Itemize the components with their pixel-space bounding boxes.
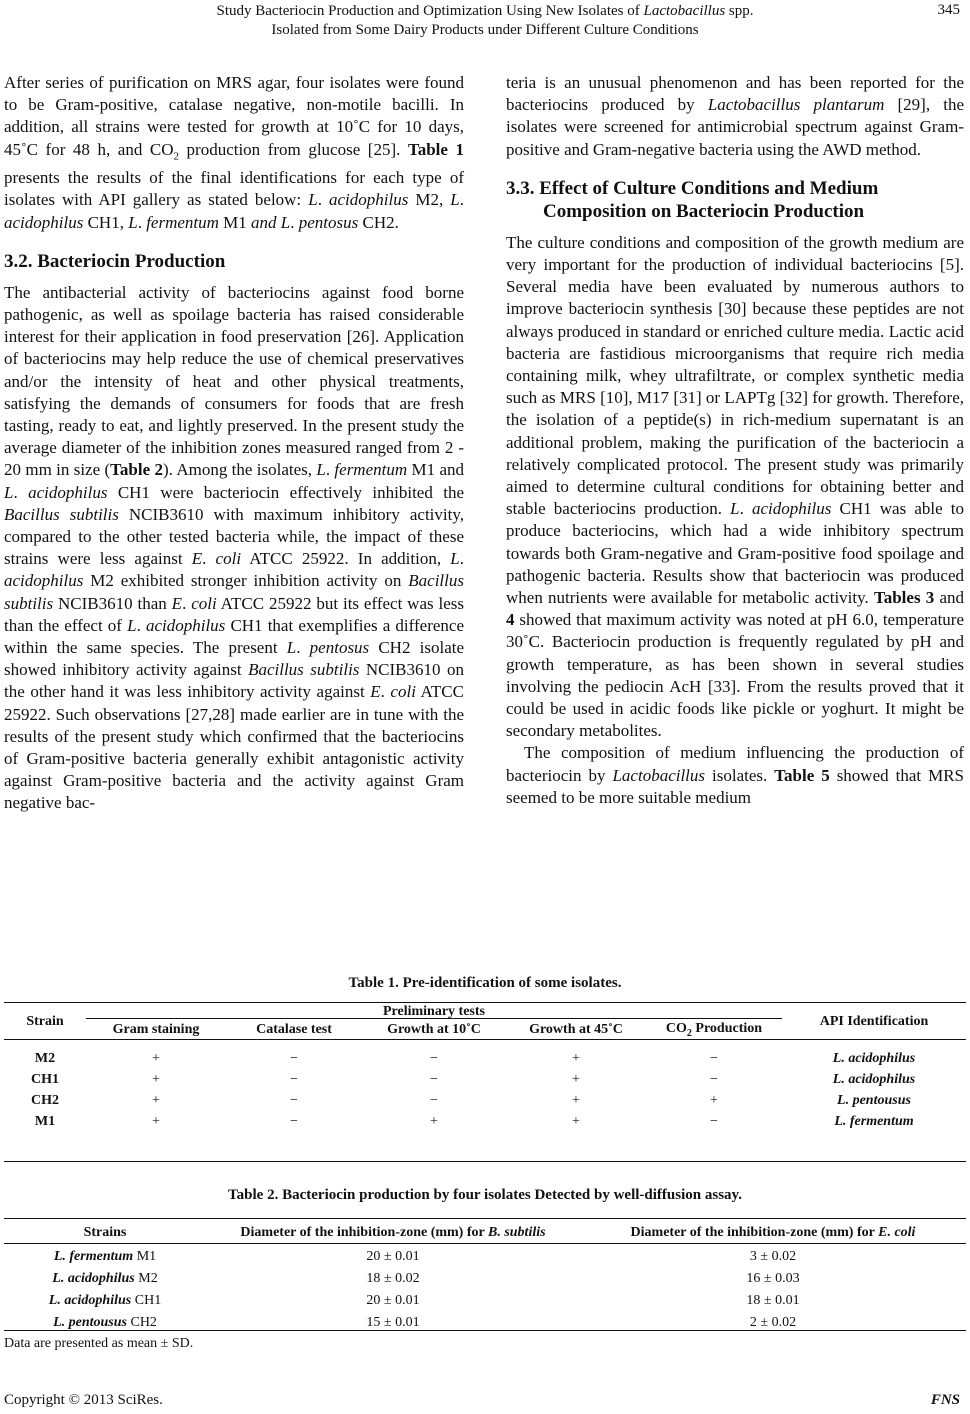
- text-run: .: [290, 212, 299, 232]
- text-run: E: [171, 593, 183, 613]
- text-run: .: [380, 682, 391, 702]
- table-cell: −: [710, 1050, 718, 1066]
- text-run: production from glucose [25].: [178, 139, 408, 159]
- table-row: [4, 1312, 966, 1334]
- text-run: .: [182, 593, 192, 613]
- copyright: Copyright © 2013 SciRes.: [4, 1392, 163, 1408]
- section-heading-3-2: 3.2. Bacteriocin Production: [4, 250, 226, 272]
- text-run: coli: [390, 682, 416, 702]
- table-cell: 20 ± 0.01: [366, 1249, 420, 1264]
- text-run: Table 2: [110, 460, 163, 480]
- text-run: L: [308, 190, 318, 210]
- table-1-header-gram: Gram staining: [112, 1022, 200, 1037]
- table-1-header-preliminary: Preliminary tests: [383, 1004, 485, 1019]
- table-cell: L. acidophilus: [832, 1071, 916, 1087]
- text-run: After series of purification on MRS agar, four isolates were found to be Gram-positive, catalase negative, non-motile bacilli. In addition, all strains were tested for growth at 10˚C for 10 days, 45˚C for 48 h, and CO: [4, 73, 464, 159]
- text-run: isolates.: [705, 765, 775, 785]
- table-cell: −: [290, 1092, 298, 1108]
- table-row: [4, 1090, 966, 1111]
- text-run: acidophilus: [4, 571, 84, 591]
- text-run: M1 and: [407, 460, 464, 480]
- table-row: [4, 1268, 966, 1290]
- table-cell: 3 ± 0.02: [749, 1249, 797, 1264]
- text-run: ATCC 25922 but its effect was less than the effect of: [4, 593, 465, 635]
- table-2: [4, 1220, 966, 1334]
- text-run: [29], the isolates were screened for antimicrobial spectrum against Gram-positive and Gram-negative bacteria using the AWD method.: [506, 95, 964, 159]
- text-run: and L: [251, 212, 291, 232]
- table-cell: M1: [34, 1113, 56, 1129]
- table-cell: −: [290, 1050, 298, 1066]
- text-run: The antibacterial activity of bacteriocins against food borne pathogenic, as well as spoilage bacteria has raised considerable interest for their application in food preservation [26]. Application of bacteriocins may help reduce the use of chemical preservatives and/or the intensity of heat and other physical treatments, satisfying the demands of consumers for foods that are fresh tasting, ready to eat, and lightly preserved. In the present study the average diameter of the inhibition zones measured ranged from 2 - 20 mm in size (: [4, 282, 464, 480]
- table-cell: L. pentousus CH2: [53, 1315, 157, 1330]
- text-run: NCIB3610 on the other hand it was less inhibitory activity against: [4, 660, 464, 702]
- text-run: Lactobacillus plantarum: [707, 95, 885, 115]
- text-run: ). Among the isolates,: [163, 460, 317, 480]
- text-run: fermentum: [334, 460, 408, 480]
- table-cell: −: [430, 1050, 438, 1066]
- header-line-1: Study Bacteriocin Production and Optimization Using New Isolates of Lactobacillus spp.: [216, 3, 754, 19]
- table-cell: 18 ± 0.01: [746, 1293, 800, 1308]
- header-line-2: Isolated from Some Dairy Products under Different Culture Conditions: [271, 22, 699, 38]
- text-run: M2 exhibited stronger inhibition activity on: [83, 571, 409, 591]
- table-cell: 20 ± 0.01: [366, 1293, 420, 1308]
- table-cell: L. acidophilus CH1: [48, 1293, 162, 1308]
- text-run: 2: [173, 150, 179, 162]
- text-run: L: [730, 499, 740, 519]
- paragraph-culture-conditions: [506, 232, 964, 743]
- text-run: .: [202, 549, 216, 569]
- text-run: coli: [191, 593, 217, 613]
- text-run: .: [739, 499, 752, 519]
- table-row: [4, 1246, 966, 1268]
- table-1-header-catalase: Catalase test: [256, 1022, 332, 1037]
- text-run: The composition of medium influencing the production of bacteriocin by: [506, 743, 964, 785]
- text-run: .: [137, 212, 147, 232]
- text-run: acidophilus: [4, 212, 84, 232]
- text-run: .: [296, 638, 310, 658]
- page-number: 345: [937, 2, 960, 18]
- text-run: E: [370, 682, 381, 702]
- paragraph-medium-composition: [506, 742, 964, 809]
- table-cell: +: [572, 1050, 580, 1066]
- table-1-header-growth-45: Growth at 45˚C: [529, 1022, 623, 1037]
- paragraph-continuation: [506, 72, 964, 161]
- table-cell: CH2: [31, 1092, 59, 1108]
- table-cell: +: [572, 1113, 580, 1129]
- text-run: teria is an unusual phenomenon and has been reported for the bacteriocins produced by: [506, 73, 964, 115]
- text-run: CH1 were bacteriocin effectively inhibited the: [107, 482, 464, 502]
- text-run: NCIB3610 than: [53, 593, 172, 613]
- text-run: L: [316, 460, 326, 480]
- table-1: [4, 1004, 966, 1132]
- text-run: The culture conditions and composition of the growth medium are very important for the production of individual bacteriocins [5]. Several media have been evaluated by numerous authors to improve bacteriocin synthesis [30] because these peptides are not always produced in standard or enriched culture media. Lactic acid bacteria are fastidious microorganisms that require rich media containing milk, whey ultrafiltrate, or complex synthetic media such as MRS [10], M17 [31] or LAPTg [32] for growth. Therefore, the isolation of a peptide(s) in rich-medium supernatant is an additional problem, making the purification of the bacteriocin a relatively complicated protocol. The present study was primarily aimed to determine cultural conditions for obtaining better and stable bacteriocins production.: [506, 232, 964, 519]
- table-cell: −: [430, 1071, 438, 1087]
- text-run: acidophilus: [145, 615, 226, 635]
- text-run: Bacillus subtilis: [248, 660, 360, 680]
- table-cell: +: [152, 1071, 160, 1087]
- table-1-caption: Table 1. Pre-identification of some isolates.: [348, 975, 622, 991]
- text-run: L: [286, 638, 297, 658]
- text-run: L: [450, 190, 460, 210]
- text-run: L: [128, 212, 138, 232]
- text-run: and: [934, 588, 964, 608]
- text-run: .: [13, 482, 29, 502]
- text-run: L: [127, 615, 137, 635]
- text-run: Table 5: [774, 765, 830, 785]
- text-run: Bacillus subtilis: [4, 504, 119, 524]
- table-2-note: Data are presented as mean ± SD.: [4, 1336, 194, 1351]
- table-cell: 2 ± 0.02: [749, 1315, 797, 1330]
- table-cell: −: [710, 1071, 718, 1087]
- text-run: .: [325, 460, 335, 480]
- table-cell: L. fermentum: [834, 1113, 914, 1129]
- table-cell: −: [710, 1113, 718, 1129]
- text-run: CH2 isolate showed inhibitory activity against: [4, 638, 465, 680]
- text-run: M1: [218, 212, 252, 232]
- text-run: .: [459, 549, 464, 569]
- journal-abbrev: FNS: [930, 1392, 960, 1408]
- text-run: Lactobacillus: [612, 765, 706, 785]
- text-run: showed that MRS seemed to be more suitable medium: [506, 765, 964, 807]
- table-row: [4, 1048, 966, 1069]
- table-row: [4, 1290, 966, 1312]
- table-2-top-rule: [4, 1218, 966, 1219]
- table-cell: 15 ± 0.01: [366, 1315, 420, 1330]
- table-cell: +: [430, 1113, 438, 1129]
- table-1-header-strain: Strain: [26, 1014, 64, 1029]
- right-column: [506, 72, 964, 809]
- text-run: 4: [506, 610, 515, 630]
- text-run: L: [450, 549, 460, 569]
- text-run: .: [136, 615, 146, 635]
- text-run: Tables 3: [873, 588, 935, 608]
- table-cell: +: [152, 1113, 160, 1129]
- text-run: coli: [215, 549, 242, 569]
- table-cell: +: [152, 1092, 160, 1108]
- text-run: L: [4, 482, 14, 502]
- table-1-header-api: API Identification: [819, 1014, 929, 1029]
- table-2-header-bsubtilis: Diameter of the inhibition-zone (mm) for B. subtilis: [240, 1225, 546, 1240]
- table-cell: CH1: [31, 1071, 59, 1087]
- text-run: ATCC 25922. In addition,: [241, 549, 451, 569]
- table-2-header-ecoli: Diameter of the inhibition-zone (mm) for E. coli: [630, 1225, 916, 1240]
- text-run: acidophilus: [28, 482, 108, 502]
- paragraph-identification: [4, 72, 464, 234]
- section-heading-3-3: 3.3. Effect of Culture Conditions and Medium Composition on Bacteriocin Production: [506, 177, 879, 222]
- paragraph-bacteriocin-production: [4, 282, 464, 815]
- text-run: presents the results of the final identifications for each type of isolates with API gallery as stated below:: [4, 168, 464, 210]
- text-run: NCIB3610 with maximum inhibitory activity, compared to the other tested bacteria while, the impact of these strains were less against: [4, 504, 464, 569]
- table-2-caption: Table 2. Bacteriocin production by four isolates Detected by well-diffusion assay.: [228, 1187, 742, 1203]
- table-cell: +: [152, 1050, 160, 1066]
- table-cell: +: [572, 1071, 580, 1087]
- table-cell: 16 ± 0.03: [746, 1271, 800, 1286]
- table-cell: L. pentousus: [837, 1092, 911, 1108]
- table-cell: L. fermentum M1: [53, 1249, 157, 1264]
- table-cell: −: [430, 1092, 438, 1108]
- table-row: [4, 1111, 966, 1132]
- text-run: CH1,: [83, 212, 129, 232]
- text-run: .: [459, 190, 465, 210]
- text-run: CH1 was able to produce bacteriocins, which had a wide inhibitory spectrum towards both Gram-negative and Gram-positive food spoilage and pathogenic bacteria. Results show that bacteriocin was produced when nutrients were available for metabolic activity.: [506, 499, 965, 608]
- table-cell: 18 ± 0.02: [366, 1271, 420, 1286]
- text-run: pentosus: [309, 638, 370, 658]
- left-column: [4, 72, 464, 815]
- table-cell: +: [572, 1092, 580, 1108]
- table-cell: −: [290, 1071, 298, 1087]
- table-cell: +: [710, 1092, 718, 1108]
- table-cell: L. acidophilus M2: [52, 1271, 158, 1286]
- table-1-header-co2: $CO_2$ Production: [665, 1021, 763, 1039]
- text-run: ATCC 25922. Such observations [27,28] made earlier are in tune with the results of the present study which confirmed that the bacteriocins of Gram-positive bacteria generally exhibit antagonistic activity against Gram-positive bacteria and the activity against Gram negative bac-: [4, 682, 464, 813]
- text-run: CH2.: [358, 212, 399, 232]
- text-run: pentosus: [298, 212, 359, 232]
- table-1-top-rule: [4, 1002, 966, 1003]
- text-run: showed that maximum activity was noted at pH 6.0, temperature 30˚C. Bacteriocin production is frequently regulated by pH and growth temperature, as has been shown in several studies involving the pediocin AcH [33]. From the results proved that it could be used in acidic foods like pickle or yoghurt. It might be secondary metabolites.: [506, 610, 964, 741]
- text-run: E: [191, 549, 203, 569]
- table-1-bottom-rule: [4, 1161, 966, 1162]
- text-run: acidophilus: [752, 499, 832, 519]
- table-1-header-growth-10: Growth at 10˚C: [387, 1022, 481, 1037]
- table-cell: −: [290, 1113, 298, 1129]
- text-run: .: [317, 190, 329, 210]
- text-run: acidophilus: [329, 190, 409, 210]
- table-2-header-strains: Strains: [83, 1225, 127, 1240]
- text-run: CH1 that exemplifies a difference within the same species. The present: [4, 615, 465, 658]
- table-row: [4, 1069, 966, 1090]
- table-cell: M2: [34, 1050, 56, 1066]
- table-cell: L. acidophilus: [832, 1050, 916, 1066]
- text-run: M2,: [408, 190, 451, 210]
- text-run: fermentum: [146, 212, 219, 232]
- text-run: Table 1: [407, 139, 464, 159]
- text-run: Bacillus subtilis: [4, 571, 464, 613]
